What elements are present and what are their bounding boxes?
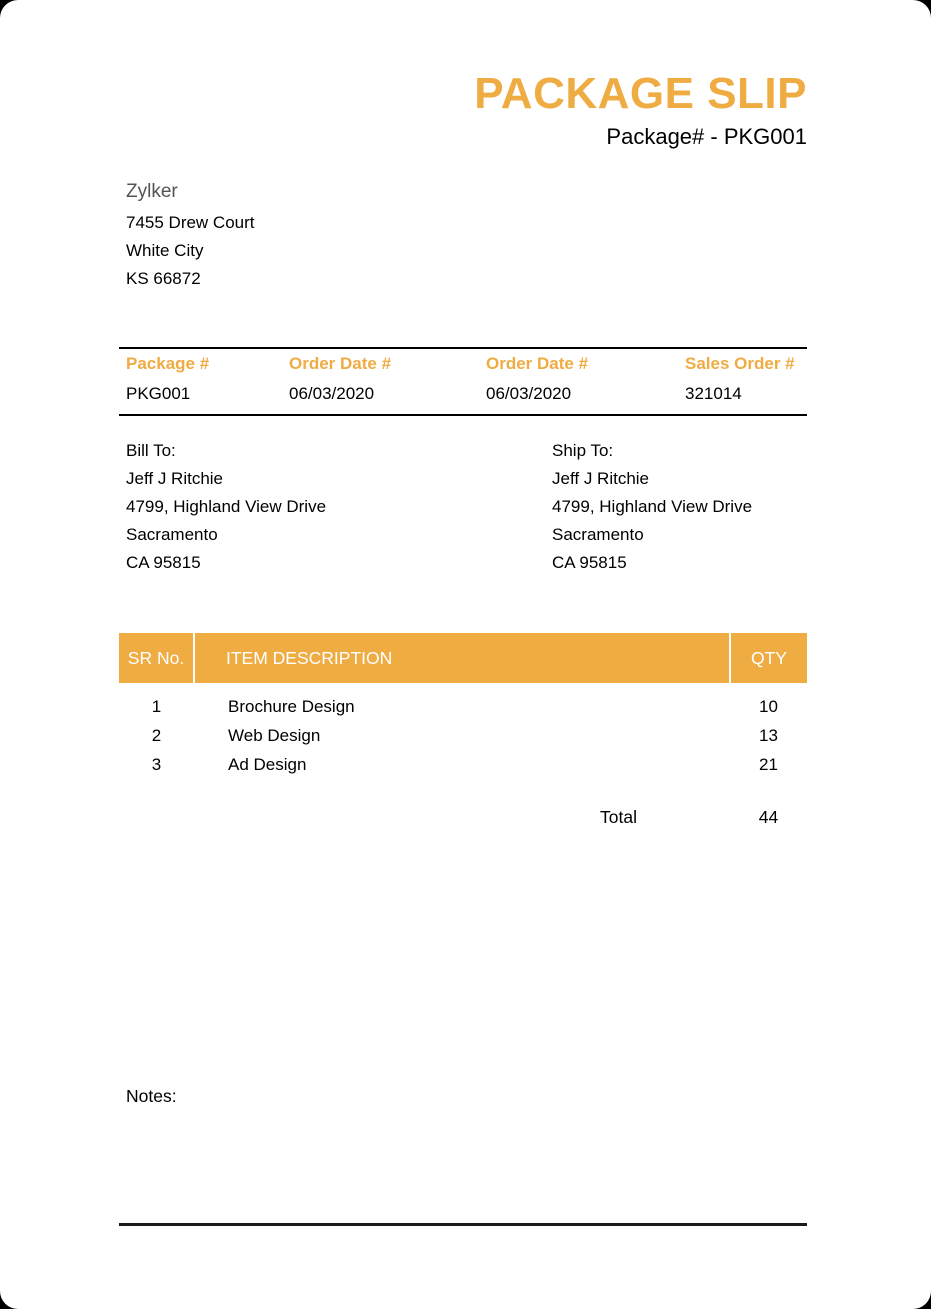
company-address (126, 209, 255, 293)
address-line: CA 95815 (126, 553, 201, 572)
col-header-item-description: ITEM DESCRIPTION (194, 633, 730, 683)
notes-label: Notes: (126, 1086, 177, 1106)
info-column-value: 06/03/2020 (486, 383, 572, 403)
order-info-table (119, 347, 807, 416)
bill-to-label: Bill To: (126, 441, 176, 460)
info-value-row (119, 379, 807, 415)
info-column-header: Order Date # (289, 354, 392, 373)
addresses-section (119, 437, 807, 577)
bill-to-lines (126, 465, 545, 577)
info-column-value: 321014 (685, 383, 742, 403)
item-row (119, 721, 807, 750)
item-qty: 13 (759, 725, 778, 745)
info-column-header: Package # (126, 354, 210, 373)
info-column-header: Sales Order # (685, 354, 795, 373)
info-column-value: 06/03/2020 (289, 383, 375, 403)
package-number: Package# - PKG001 (606, 124, 807, 149)
col-header-sr-no: SR No. (119, 633, 194, 683)
address-line: White City (126, 241, 204, 260)
item-row (119, 750, 807, 779)
items-table (119, 633, 807, 779)
total-label: Total (600, 807, 637, 827)
item-row (119, 683, 807, 721)
item-qty: 21 (759, 754, 778, 774)
item-sr-no: 2 (151, 725, 162, 745)
total-qty-value: 44 (758, 807, 779, 827)
address-line: KS 66872 (126, 269, 201, 288)
items-tbody (119, 683, 807, 779)
address-line: 4799, Highland View Drive (552, 497, 753, 516)
total-row (119, 806, 807, 828)
info-header-row (119, 348, 807, 379)
bill-to-block (119, 437, 545, 577)
items-header-row (119, 633, 807, 683)
ship-to-lines (552, 465, 807, 577)
info-column-header: Order Date # (486, 354, 589, 373)
item-description: Web Design (228, 725, 321, 745)
col-header-qty: QTY (730, 633, 807, 683)
item-sr-no: 1 (151, 696, 162, 716)
item-description: Ad Design (228, 754, 307, 774)
footer-divider (119, 1223, 807, 1226)
address-line: Sacramento (126, 525, 218, 544)
address-line: 7455 Drew Court (126, 213, 255, 232)
item-description: Brochure Design (228, 696, 355, 716)
item-qty: 10 (759, 696, 778, 716)
address-line: CA 95815 (552, 553, 627, 572)
info-column-value: PKG001 (126, 383, 191, 403)
company-name: Zylker (126, 181, 178, 202)
ship-to-label: Ship To: (552, 441, 614, 460)
address-line: Jeff J Ritchie (126, 469, 224, 488)
company-block (126, 181, 255, 293)
address-line: Jeff J Ritchie (552, 469, 650, 488)
address-line: Sacramento (552, 525, 644, 544)
item-sr-no: 3 (151, 754, 162, 774)
document-title: PACKAGE SLIP (474, 69, 807, 118)
address-line: 4799, Highland View Drive (126, 497, 327, 516)
ship-to-block (545, 437, 807, 577)
